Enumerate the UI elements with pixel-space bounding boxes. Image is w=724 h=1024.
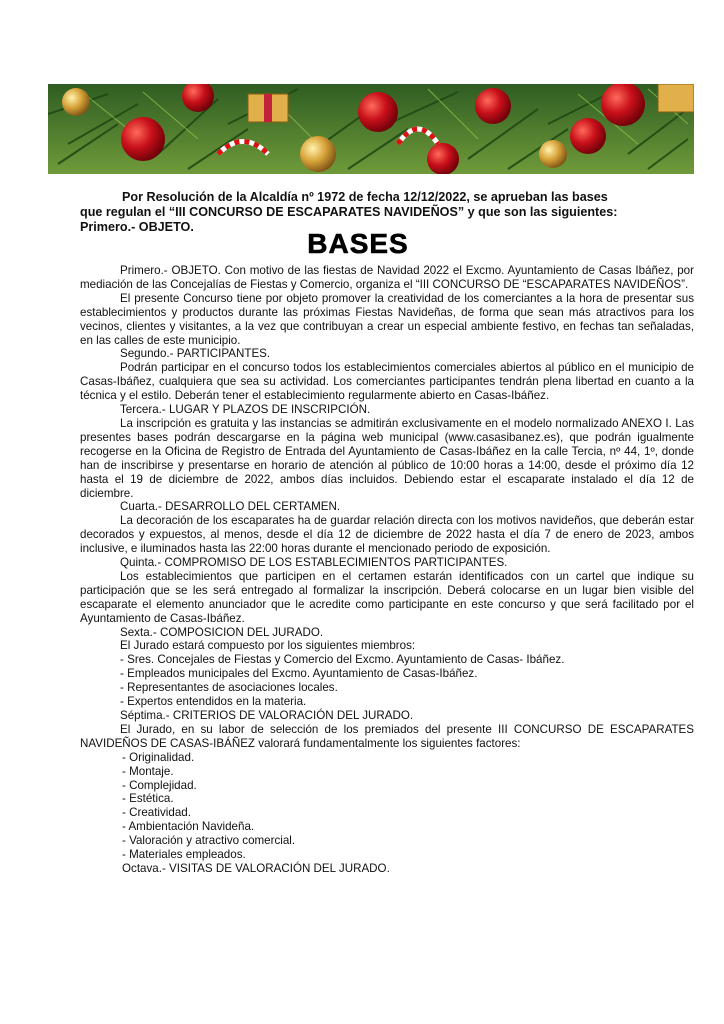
paragraph-inscripcion: La inscripción es gratuita y las instancias se admitirán exclusivamente en el modelo normalizado ANEXO I. Las presentes bases podrán descargarse en la página web municipal (www.casasibanez.es), que podrán igualmente recogerse en la Oficina de Registro de Entrada del Ayuntamiento de Casas-Ibáñez en la calle Tercia, nº 44, 1º, donde han de inscribirse y presentarse en horario de atención al público de 10:00 horas a 14:00, desde el próximo día 12 hasta el 19 de diciembre de 2022, ambos días incluidos. Debiendo estar el escaparate instalado el día 12 de diciembre. [80, 416, 694, 500]
paragraph-jurado: El Jurado estará compuesto por los siguientes miembros: [120, 639, 416, 653]
factor-item: - Creatividad. [122, 806, 191, 820]
factor-item: - Originalidad. [122, 750, 195, 764]
jury-item: - Representantes de asociaciones locales. [120, 681, 338, 695]
paragraph-participantes: Podrán participar en el concurso todos los establecimientos comerciales abiertos al público en el municipio de Casas-Ibáñez, cualquiera que sea su actividad. Los comerciantes participantes tendrán plena libertad en cuanto a la técnica y el estilo. Deberán tener el establecimiento regularmente abierto en Casas-Ibáñez. [80, 361, 694, 403]
intro-line-3: Primero.- OBJETO. [80, 220, 194, 234]
intro-line-1: Por Resolución de la Alcaldía nº 1972 de fecha 12/12/2022, se aprueban las bases [122, 190, 608, 204]
factor-item: - Estética. [122, 792, 174, 806]
intro-line-2: que regulan el “III CONCURSO DE ESCAPARATES NAVIDEÑOS” y que son las siguientes: [80, 205, 618, 219]
christmas-decoration-image [48, 84, 694, 174]
document-title [0, 228, 724, 260]
paragraph-objeto-2: El presente Concurso tiene por objeto promover la creatividad de los comerciantes a la hora de presentar sus establecimientos y productos durante las próximas Fiestas Navideñas, de forma que sean más atractivos para los vecinos, clientes y visitantes, a la vez que contribuyan a crear un especial ambiente festivo, en fechas tan señaladas, en las calles de este municipio. [80, 291, 694, 347]
jury-item: - Empleados municipales del Excmo. Ayuntamiento de Casas-Ibáñez. [120, 667, 478, 681]
factor-item: - Materiales empleados. [122, 848, 246, 862]
heading-participantes: Segundo.- PARTICIPANTES. [120, 347, 271, 361]
document-body [80, 264, 694, 876]
christmas-banner [48, 84, 694, 174]
paragraph-compromiso: Los establecimientos que participen en el certamen estarán identificados con un cartel que indique su participación que se les será entregado al formalizar la inscripción. Deberá colocarse en un lugar bien visible del escaparate el elemento anunciador que le acredite como participante en este concurso y que será facilitado por el Ayuntamiento de Casas-Ibáñez. [80, 569, 694, 625]
jury-item: - Expertos entendidos en la materia. [120, 695, 307, 709]
heading-criterios: Séptima.- CRITERIOS DE VALORACIÓN DEL JURADO. [120, 709, 414, 722]
factor-item: - Montaje. [122, 764, 174, 778]
heading-compromiso: Quinta.- COMPROMISO DE LOS ESTABLECIMIENTOS PARTICIPANTES. [120, 556, 508, 570]
jury-item: - Sres. Concejales de Fiestas y Comercio del Excmo. Ayuntamiento de Casas- Ibáñez. [120, 653, 565, 667]
paragraph-desarrollo: La decoración de los escaparates ha de guardar relación directa con los motivos navideños, que deberán estar decorados y expuestos, al menos, desde el día 12 de diciembre de 2022 hasta el día 7 de enero de 2023, ambos inclusive, e iluminados hasta las 22:00 horas durante el mencionado periodo de exposición. [80, 514, 694, 556]
heading-visitas: Octava.- VISITAS DE VALORACIÓN DEL JURADO. [122, 861, 390, 875]
heading-desarrollo: Cuarta.- DESARROLLO DEL CERTAMEN. [120, 500, 341, 514]
heading-jurado: Sexta.- COMPOSICION DEL JURADO. [120, 625, 324, 639]
paragraph-criterios: El Jurado, en su labor de selección de los premiados del presente III CONCURSO DE ESCAPARATES NAVIDEÑOS DE CASAS-IBÁÑEZ valorará fundamentalmente los siguientes factores: [80, 722, 694, 750]
factor-item: - Ambientación Navideña. [122, 820, 255, 834]
factor-item: - Complejidad. [122, 778, 197, 792]
factor-item: - Valoración y atractivo comercial. [122, 834, 296, 848]
title-text: BASES [307, 228, 409, 259]
paragraph-objeto: Primero.- OBJETO. Con motivo de las fiestas de Navidad 2022 el Excmo. Ayuntamiento de Casas Ibáñez, por mediación de las Concejalías de Fiestas y Comercio, organiza el “III CONCURSO DE “ESCAPARATES NAVIDEÑOS”. [80, 264, 694, 291]
heading-inscripcion: Tercera.- LUGAR Y PLAZOS DE INSCRIPCIÓN. [120, 403, 371, 417]
